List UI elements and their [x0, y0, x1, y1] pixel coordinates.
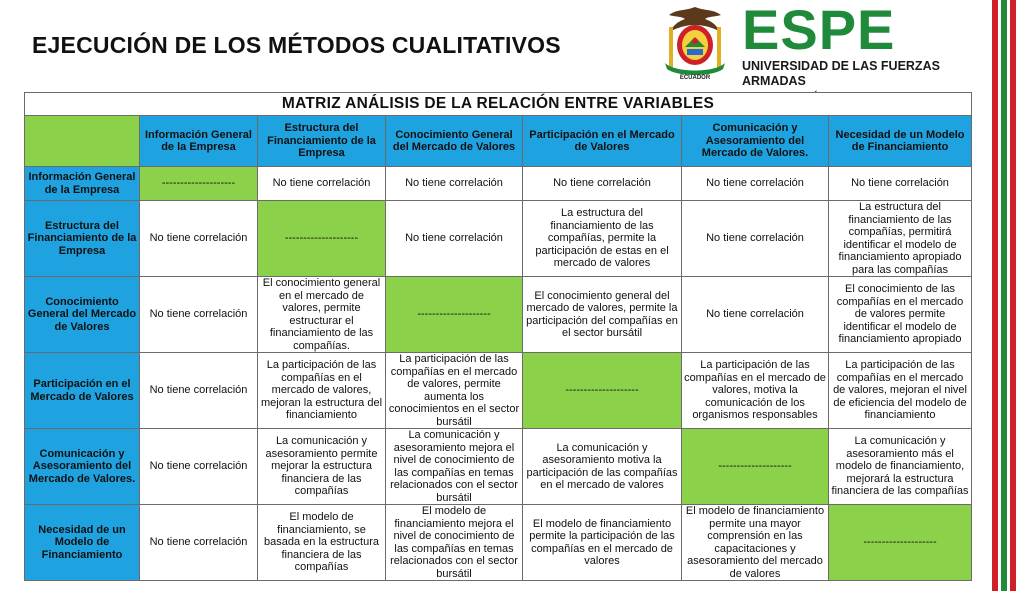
crest-label: ECUADOR: [679, 75, 711, 81]
matrix-cell: La estructura del financiamiento de las compañías, permitirá identificar el modelo de financiamiento apropiado para las compañías: [829, 201, 972, 277]
matrix-cell: La participación de las compañías en el mercado de valores, motiva la comunicación de los organismos responsables: [682, 353, 829, 429]
matrix-title: MATRIZ ANÁLISIS DE LA RELACIÓN ENTRE VARIABLES: [25, 93, 972, 116]
column-header: Conocimiento General del Mercado de Valores: [386, 116, 523, 167]
matrix-cell: La comunicación y asesoramiento mejora el nivel de conocimiento de las compañías en temas relacionados con el sector bursátil: [386, 429, 523, 505]
matrix-cell: No tiene correlación: [140, 429, 258, 505]
matrix-cell: La comunicación y asesoramiento permite mejorar la estructura financiera de las compañías: [258, 429, 386, 505]
matrix-corner: [25, 116, 140, 167]
matrix-cell: La comunicación y asesoramiento motiva la participación de las compañías en el mercado de valores: [523, 429, 682, 505]
matrix-cell: No tiene correlación: [140, 277, 258, 353]
matrix-cell-diagonal: --------------------: [258, 201, 386, 277]
matrix-row: [25, 167, 972, 201]
matrix-cell-diagonal: --------------------: [829, 505, 972, 581]
matrix-cell-diagonal: --------------------: [682, 429, 829, 505]
slide-title: EJECUCIÓN DE LOS MÉTODOS CUALITATIVOS: [32, 32, 561, 58]
matrix-cell: No tiene correlación: [523, 167, 682, 201]
column-header: Comunicación y Asesoramiento del Mercado de Valores.: [682, 116, 829, 167]
relationship-matrix: [24, 92, 972, 581]
brand-word: ESPE: [742, 0, 896, 61]
row-header: Necesidad de un Modelo de Financiamiento: [25, 505, 140, 581]
matrix-cell: La comunicación y asesoramiento más el modelo de financiamiento, mejorará la estructura financiera de las compañías: [829, 429, 972, 505]
matrix-cell: El modelo de financiamiento permite la participación de las compañías en el mercado de valores: [523, 505, 682, 581]
matrix-row: [25, 429, 972, 505]
column-header: Necesidad de un Modelo de Financiamiento: [829, 116, 972, 167]
matrix-cell: No tiene correlación: [829, 167, 972, 201]
matrix-cell: El conocimiento de las compañías en el mercado de valores permite identificar el modelo de financiamiento apropiado: [829, 277, 972, 353]
matrix-cell: El conocimiento general en el mercado de valores, permite estructurar el financiamiento de las compañías.: [258, 277, 386, 353]
matrix-row: [25, 201, 972, 277]
red-stripe: [992, 0, 998, 591]
row-header: Conocimiento General del Mercado de Valores: [25, 277, 140, 353]
column-header: Participación en el Mercado de Valores: [523, 116, 682, 167]
ecuador-crest-logo: [655, 3, 735, 81]
row-header: Participación en el Mercado de Valores: [25, 353, 140, 429]
matrix-cell-diagonal: --------------------: [386, 277, 523, 353]
matrix-cell: El modelo de financiamiento mejora el nivel de conocimiento de las compañías en temas relacionados con el sector bursátil: [386, 505, 523, 581]
matrix-cell-diagonal: --------------------: [523, 353, 682, 429]
matrix-cell: No tiene correlación: [386, 167, 523, 201]
matrix-cell: No tiene correlación: [682, 167, 829, 201]
matrix-cell: No tiene correlación: [386, 201, 523, 277]
green-stripe: [1001, 0, 1007, 591]
row-header: Comunicación y Asesoramiento del Mercado de Valores.: [25, 429, 140, 505]
matrix-cell: El modelo de financiamiento, se basada en la estructura financiera de las compañías: [258, 505, 386, 581]
matrix-cell: El conocimiento general del mercado de valores, permite la participación del compañías en el sector bursátil: [523, 277, 682, 353]
row-header: Información General de la Empresa: [25, 167, 140, 201]
matrix-cell: El modelo de financiamiento permite una mayor comprensión en las capacitaciones y asesoramiento del mercado de valores: [682, 505, 829, 581]
matrix-row: [25, 505, 972, 581]
matrix-cell: No tiene correlación: [258, 167, 386, 201]
matrix-row: [25, 353, 972, 429]
matrix-cell: No tiene correlación: [682, 277, 829, 353]
matrix-cell: La participación de las compañías en el mercado de valores, permite aumenta los conocimientos en el sector bursátil: [386, 353, 523, 429]
matrix-cell: No tiene correlación: [140, 201, 258, 277]
matrix-cell: No tiene correlación: [140, 353, 258, 429]
matrix-cell: La participación de las compañías en el mercado de valores, mejoran el nivel de eficiencia del modelo de financiamiento: [829, 353, 972, 429]
matrix-header-row: [25, 116, 972, 167]
matrix-cell: La participación de las compañías en el mercado de valores, mejoran la estructura del financiamiento: [258, 353, 386, 429]
column-header: Información General de la Empresa: [140, 116, 258, 167]
matrix-cell: No tiene correlación: [682, 201, 829, 277]
matrix-cell: La estructura del financiamiento de las compañías, permite la participación de estas en el mercado de valores: [523, 201, 682, 277]
row-header: Estructura del Financiamiento de la Empresa: [25, 201, 140, 277]
matrix-row: [25, 277, 972, 353]
espe-logo: [742, 0, 982, 88]
matrix-cell-diagonal: --------------------: [140, 167, 258, 201]
red-stripe: [1010, 0, 1016, 591]
column-header: Estructura del Financiamiento de la Empresa: [258, 116, 386, 167]
matrix-cell: No tiene correlación: [140, 505, 258, 581]
brand-university: UNIVERSIDAD DE LAS FUERZAS ARMADAS: [742, 59, 940, 88]
